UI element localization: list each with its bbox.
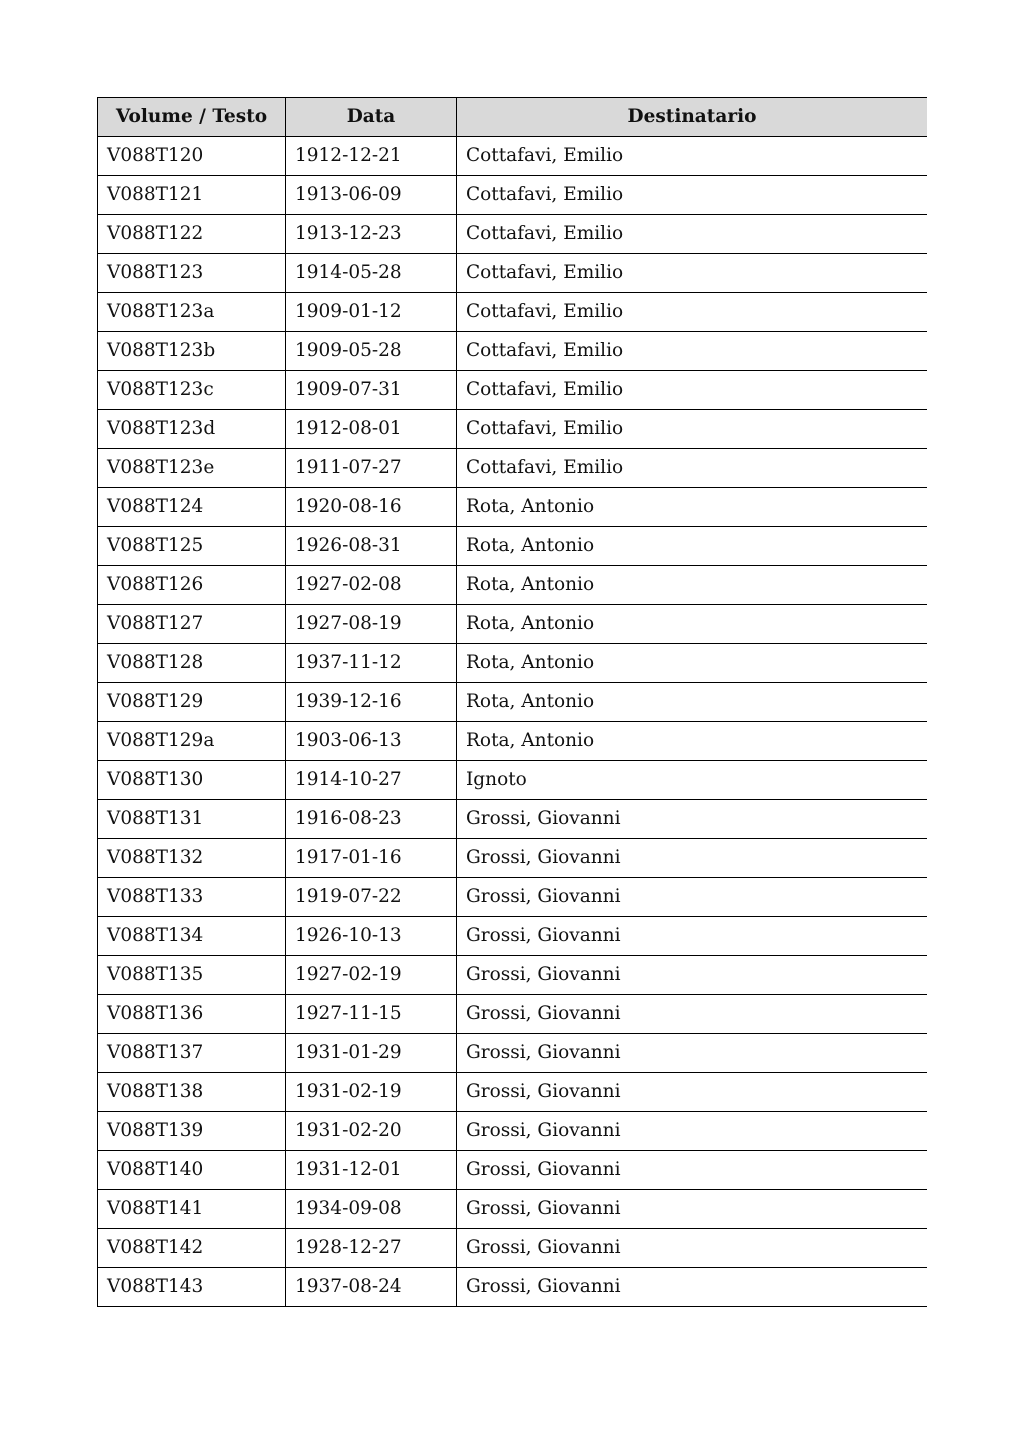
cell-data: 1912-08-01: [286, 410, 457, 449]
table-row: [98, 1190, 928, 1229]
cell-destinatario: Grossi, Giovanni: [457, 800, 928, 839]
cell-volume-testo: V088T140: [98, 1151, 286, 1190]
table-row: [98, 839, 928, 878]
cell-destinatario: Rota, Antonio: [457, 566, 928, 605]
cell-volume-testo: V088T130: [98, 761, 286, 800]
table-row: [98, 566, 928, 605]
cell-destinatario: Grossi, Giovanni: [457, 1073, 928, 1112]
cell-destinatario: Grossi, Giovanni: [457, 917, 928, 956]
cell-destinatario: Cottafavi, Emilio: [457, 215, 928, 254]
cell-data: 1913-12-23: [286, 215, 457, 254]
header-destinatario: Destinatario: [457, 98, 928, 137]
table-row: [98, 995, 928, 1034]
cell-destinatario: Rota, Antonio: [457, 527, 928, 566]
cell-data: 1919-07-22: [286, 878, 457, 917]
cell-destinatario: Grossi, Giovanni: [457, 956, 928, 995]
cell-data: 1934-09-08: [286, 1190, 457, 1229]
cell-data: 1931-02-20: [286, 1112, 457, 1151]
cell-volume-testo: V088T135: [98, 956, 286, 995]
cell-data: 1911-07-27: [286, 449, 457, 488]
cell-data: 1913-06-09: [286, 176, 457, 215]
cell-destinatario: Grossi, Giovanni: [457, 878, 928, 917]
table-row: [98, 215, 928, 254]
cell-volume-testo: V088T122: [98, 215, 286, 254]
cell-destinatario: Cottafavi, Emilio: [457, 293, 928, 332]
cell-data: 1927-11-15: [286, 995, 457, 1034]
cell-volume-testo: V088T142: [98, 1229, 286, 1268]
cell-volume-testo: V088T121: [98, 176, 286, 215]
table-row: [98, 917, 928, 956]
table-row: [98, 761, 928, 800]
table-row: [98, 1151, 928, 1190]
cell-data: 1903-06-13: [286, 722, 457, 761]
cell-data: 1926-08-31: [286, 527, 457, 566]
cell-volume-testo: V088T127: [98, 605, 286, 644]
cell-volume-testo: V088T129: [98, 683, 286, 722]
cell-volume-testo: V088T126: [98, 566, 286, 605]
cell-volume-testo: V088T123a: [98, 293, 286, 332]
table-row: [98, 293, 928, 332]
cell-data: 1916-08-23: [286, 800, 457, 839]
cell-destinatario: Rota, Antonio: [457, 683, 928, 722]
cell-destinatario: Grossi, Giovanni: [457, 1151, 928, 1190]
cell-data: 1909-07-31: [286, 371, 457, 410]
cell-volume-testo: V088T123c: [98, 371, 286, 410]
cell-destinatario: Cottafavi, Emilio: [457, 371, 928, 410]
table-row: [98, 410, 928, 449]
cell-volume-testo: V088T120: [98, 137, 286, 176]
table-row: [98, 644, 928, 683]
cell-destinatario: Grossi, Giovanni: [457, 839, 928, 878]
cell-data: 1920-08-16: [286, 488, 457, 527]
cell-data: 1912-12-21: [286, 137, 457, 176]
cell-volume-testo: V088T123d: [98, 410, 286, 449]
cell-volume-testo: V088T132: [98, 839, 286, 878]
cell-data: 1927-02-08: [286, 566, 457, 605]
header-data: Data: [286, 98, 457, 137]
table-row: [98, 254, 928, 293]
cell-data: 1909-05-28: [286, 332, 457, 371]
cell-destinatario: Grossi, Giovanni: [457, 995, 928, 1034]
header-volume-testo: Volume / Testo: [98, 98, 286, 137]
cell-data: 1917-01-16: [286, 839, 457, 878]
table-header-row: [98, 98, 928, 137]
cell-volume-testo: V088T138: [98, 1073, 286, 1112]
cell-volume-testo: V088T139: [98, 1112, 286, 1151]
table-row: [98, 722, 928, 761]
cell-destinatario: Cottafavi, Emilio: [457, 254, 928, 293]
table-row: [98, 1112, 928, 1151]
table-row: [98, 449, 928, 488]
cell-volume-testo: V088T129a: [98, 722, 286, 761]
table-row: [98, 371, 928, 410]
cell-destinatario: Grossi, Giovanni: [457, 1034, 928, 1073]
cell-volume-testo: V088T124: [98, 488, 286, 527]
cell-data: 1926-10-13: [286, 917, 457, 956]
cell-volume-testo: V088T133: [98, 878, 286, 917]
cell-data: 1939-12-16: [286, 683, 457, 722]
cell-destinatario: Rota, Antonio: [457, 605, 928, 644]
cell-destinatario: Cottafavi, Emilio: [457, 332, 928, 371]
cell-volume-testo: V088T141: [98, 1190, 286, 1229]
cell-data: 1931-02-19: [286, 1073, 457, 1112]
cell-destinatario: Grossi, Giovanni: [457, 1112, 928, 1151]
cell-data: 1931-12-01: [286, 1151, 457, 1190]
cell-volume-testo: V088T137: [98, 1034, 286, 1073]
cell-data: 1927-02-19: [286, 956, 457, 995]
cell-destinatario: Rota, Antonio: [457, 488, 928, 527]
table-row: [98, 1229, 928, 1268]
cell-volume-testo: V088T131: [98, 800, 286, 839]
cell-volume-testo: V088T123b: [98, 332, 286, 371]
cell-destinatario: Cottafavi, Emilio: [457, 410, 928, 449]
cell-data: 1909-01-12: [286, 293, 457, 332]
cell-destinatario: Rota, Antonio: [457, 722, 928, 761]
cell-destinatario: Cottafavi, Emilio: [457, 176, 928, 215]
table-row: [98, 176, 928, 215]
cell-data: 1931-01-29: [286, 1034, 457, 1073]
cell-data: 1914-10-27: [286, 761, 457, 800]
cell-data: 1927-08-19: [286, 605, 457, 644]
cell-destinatario: Ignoto: [457, 761, 928, 800]
cell-volume-testo: V088T134: [98, 917, 286, 956]
cell-data: 1937-08-24: [286, 1268, 457, 1307]
table-row: [98, 800, 928, 839]
letters-table-container: [97, 97, 927, 1312]
cell-data: 1928-12-27: [286, 1229, 457, 1268]
cell-volume-testo: V088T123: [98, 254, 286, 293]
cell-destinatario: Grossi, Giovanni: [457, 1190, 928, 1229]
table-row: [98, 878, 928, 917]
letters-table: [97, 97, 927, 1307]
cell-volume-testo: V088T128: [98, 644, 286, 683]
table-row: [98, 605, 928, 644]
cell-volume-testo: V088T143: [98, 1268, 286, 1307]
table-row: [98, 137, 928, 176]
cell-destinatario: Grossi, Giovanni: [457, 1229, 928, 1268]
cell-destinatario: Rota, Antonio: [457, 644, 928, 683]
cell-data: 1914-05-28: [286, 254, 457, 293]
table-row: [98, 683, 928, 722]
table-body: [98, 137, 928, 1307]
table-row: [98, 1073, 928, 1112]
table-row: [98, 1034, 928, 1073]
table-row: [98, 956, 928, 995]
table-row: [98, 527, 928, 566]
cell-volume-testo: V088T123e: [98, 449, 286, 488]
cell-destinatario: Cottafavi, Emilio: [457, 449, 928, 488]
cell-volume-testo: V088T125: [98, 527, 286, 566]
table-row: [98, 488, 928, 527]
cell-data: 1937-11-12: [286, 644, 457, 683]
cell-destinatario: Grossi, Giovanni: [457, 1268, 928, 1307]
table-row: [98, 332, 928, 371]
table-row: [98, 1268, 928, 1307]
cell-destinatario: Cottafavi, Emilio: [457, 137, 928, 176]
cell-volume-testo: V088T136: [98, 995, 286, 1034]
